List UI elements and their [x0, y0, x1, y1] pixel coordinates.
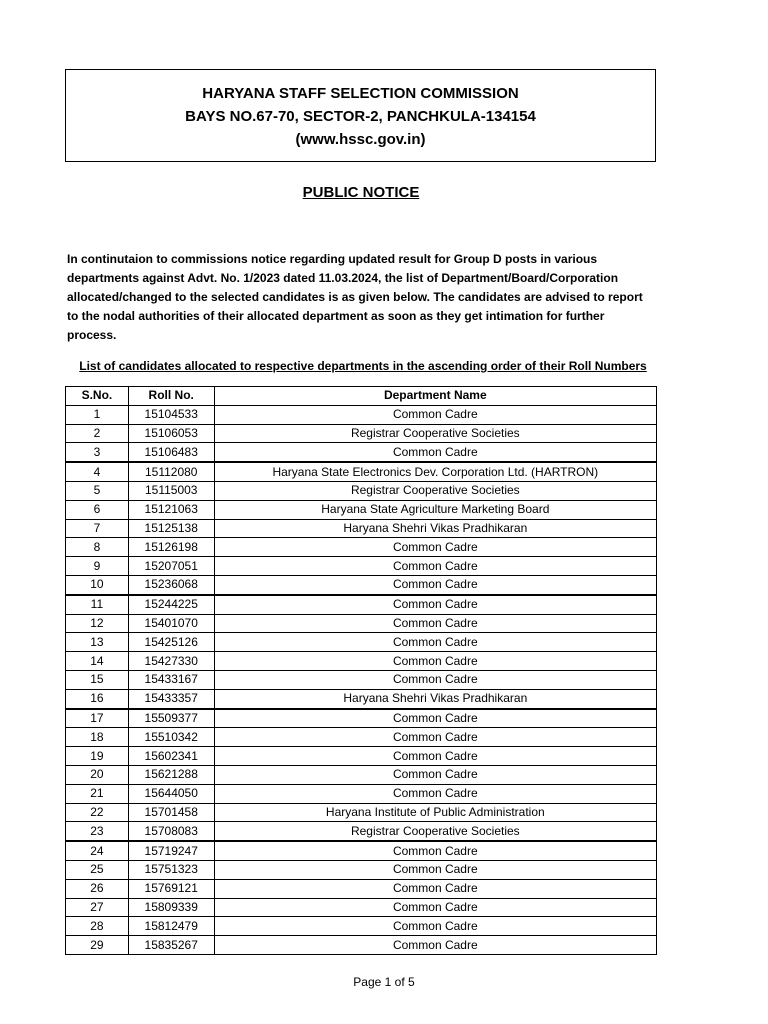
intro-line: allocated/changed to the selected candidates is as given below. The candidates are advised to report — [67, 290, 643, 304]
cell-department: Common Cadre — [214, 595, 656, 614]
cell-department: Registrar Cooperative Societies — [214, 822, 656, 841]
table-header-row — [66, 387, 657, 406]
cell-sno: 28 — [66, 917, 129, 936]
table-row — [66, 917, 657, 936]
cell-sno: 17 — [66, 709, 129, 728]
commission-address: BAYS NO.67-70, SECTOR-2, PANCHKULA-134154 — [185, 108, 536, 125]
cell-department: Common Cadre — [214, 879, 656, 898]
cell-department: Common Cadre — [214, 917, 656, 936]
table-row — [66, 405, 657, 424]
cell-sno: 18 — [66, 728, 129, 747]
cell-sno: 1 — [66, 405, 129, 424]
intro-line: process. — [67, 328, 117, 342]
allocation-table — [65, 386, 657, 955]
cell-roll-no: 15809339 — [128, 898, 214, 917]
cell-sno: 22 — [66, 803, 129, 822]
table-row — [66, 614, 657, 633]
cell-sno: 12 — [66, 614, 129, 633]
commission-name: HARYANA STAFF SELECTION COMMISSION — [202, 85, 519, 102]
cell-department: Common Cadre — [214, 614, 656, 633]
table-row — [66, 462, 657, 481]
cell-department: Haryana Shehri Vikas Pradhikaran — [214, 519, 656, 538]
table-row — [66, 500, 657, 519]
cell-roll-no: 15708083 — [128, 822, 214, 841]
cell-roll-no: 15244225 — [128, 595, 214, 614]
cell-roll-no: 15751323 — [128, 860, 214, 879]
cell-roll-no: 15701458 — [128, 803, 214, 822]
cell-department: Registrar Cooperative Societies — [214, 424, 656, 443]
cell-roll-no: 15106483 — [128, 443, 214, 462]
table-row — [66, 822, 657, 841]
table-row — [66, 557, 657, 576]
cell-department: Common Cadre — [214, 936, 656, 955]
cell-roll-no: 15125138 — [128, 519, 214, 538]
cell-roll-no: 15433167 — [128, 670, 214, 689]
table-row — [66, 633, 657, 652]
cell-department: Common Cadre — [214, 538, 656, 557]
intro-line: departments against Advt. No. 1/2023 dated 11.03.2024, the list of Department/Board/Corporation — [67, 271, 619, 285]
cell-roll-no: 15425126 — [128, 633, 214, 652]
cell-department: Common Cadre — [214, 898, 656, 917]
intro-line: to the nodal authorities of their allocated department as soon as they get intimation for further — [67, 309, 605, 323]
column-header-sno: S.No. — [66, 387, 129, 406]
table-row — [66, 670, 657, 689]
cell-roll-no: 15207051 — [128, 557, 214, 576]
cell-sno: 24 — [66, 841, 129, 860]
table-row — [66, 443, 657, 462]
notice-title: PUBLIC NOTICE — [302, 184, 420, 201]
table-row — [66, 595, 657, 614]
cell-sno: 15 — [66, 670, 129, 689]
table-row — [66, 747, 657, 766]
cell-department: Common Cadre — [214, 652, 656, 671]
cell-roll-no: 15427330 — [128, 652, 214, 671]
cell-sno: 29 — [66, 936, 129, 955]
cell-department: Common Cadre — [214, 443, 656, 462]
cell-sno: 10 — [66, 575, 129, 594]
table-row — [66, 765, 657, 784]
cell-roll-no: 15104533 — [128, 405, 214, 424]
table-row — [66, 803, 657, 822]
table-row — [66, 728, 657, 747]
cell-sno: 25 — [66, 860, 129, 879]
cell-roll-no: 15510342 — [128, 728, 214, 747]
cell-department: Common Cadre — [214, 784, 656, 803]
intro-paragraph — [67, 250, 657, 345]
cell-department: Haryana Institute of Public Administration — [214, 803, 656, 822]
cell-roll-no: 15106053 — [128, 424, 214, 443]
cell-department: Common Cadre — [214, 860, 656, 879]
cell-department: Haryana Shehri Vikas Pradhikaran — [214, 689, 656, 708]
table-row — [66, 689, 657, 708]
cell-department: Haryana State Agriculture Marketing Board — [214, 500, 656, 519]
cell-sno: 7 — [66, 519, 129, 538]
commission-website: (www.hssc.gov.in) — [295, 131, 426, 148]
cell-sno: 26 — [66, 879, 129, 898]
cell-roll-no: 15115003 — [128, 481, 214, 500]
table-row — [66, 784, 657, 803]
cell-department: Common Cadre — [214, 670, 656, 689]
cell-department: Registrar Cooperative Societies — [214, 481, 656, 500]
cell-department: Common Cadre — [214, 557, 656, 576]
cell-roll-no: 15121063 — [128, 500, 214, 519]
cell-roll-no: 15621288 — [128, 765, 214, 784]
cell-sno: 9 — [66, 557, 129, 576]
table-row — [66, 709, 657, 728]
cell-department: Common Cadre — [214, 633, 656, 652]
cell-roll-no: 15812479 — [128, 917, 214, 936]
cell-sno: 23 — [66, 822, 129, 841]
cell-sno: 8 — [66, 538, 129, 557]
cell-department: Common Cadre — [214, 709, 656, 728]
cell-sno: 3 — [66, 443, 129, 462]
cell-sno: 6 — [66, 500, 129, 519]
table-row — [66, 879, 657, 898]
cell-department: Common Cadre — [214, 575, 656, 594]
cell-department: Common Cadre — [214, 728, 656, 747]
cell-sno: 4 — [66, 462, 129, 481]
table-body — [66, 405, 657, 954]
cell-roll-no: 15509377 — [128, 709, 214, 728]
table-row — [66, 575, 657, 594]
cell-sno: 13 — [66, 633, 129, 652]
table-row — [66, 652, 657, 671]
cell-roll-no: 15401070 — [128, 614, 214, 633]
intro-line: In continutaion to commissions notice regarding updated result for Group D posts in various — [67, 252, 598, 266]
table-row — [66, 538, 657, 557]
cell-sno: 27 — [66, 898, 129, 917]
cell-roll-no: 15835267 — [128, 936, 214, 955]
cell-sno: 2 — [66, 424, 129, 443]
cell-roll-no: 15433357 — [128, 689, 214, 708]
cell-department: Common Cadre — [214, 765, 656, 784]
cell-department: Common Cadre — [214, 747, 656, 766]
cell-roll-no: 15644050 — [128, 784, 214, 803]
cell-sno: 5 — [66, 481, 129, 500]
cell-sno: 20 — [66, 765, 129, 784]
cell-department: Common Cadre — [214, 841, 656, 860]
table-row — [66, 898, 657, 917]
cell-roll-no: 15769121 — [128, 879, 214, 898]
table-row — [66, 424, 657, 443]
column-header-roll-no: Roll No. — [128, 387, 214, 406]
cell-department: Haryana State Electronics Dev. Corporation Ltd. (HARTRON) — [214, 462, 656, 481]
cell-roll-no: 15602341 — [128, 747, 214, 766]
cell-roll-no: 15112080 — [128, 462, 214, 481]
table-row — [66, 519, 657, 538]
cell-sno: 21 — [66, 784, 129, 803]
cell-sno: 11 — [66, 595, 129, 614]
cell-sno: 19 — [66, 747, 129, 766]
cell-sno: 16 — [66, 689, 129, 708]
table-row — [66, 860, 657, 879]
cell-sno: 14 — [66, 652, 129, 671]
list-caption: List of candidates allocated to respective departments in the ascending order of their Roll Numbers — [79, 359, 647, 373]
page-number: Page 1 of 5 — [353, 975, 415, 989]
commission-header-box — [65, 69, 656, 162]
column-header-department: Department Name — [214, 387, 656, 406]
cell-roll-no: 15236068 — [128, 575, 214, 594]
cell-roll-no: 15126198 — [128, 538, 214, 557]
table-row — [66, 841, 657, 860]
table-row — [66, 936, 657, 955]
cell-department: Common Cadre — [214, 405, 656, 424]
table-row — [66, 481, 657, 500]
cell-roll-no: 15719247 — [128, 841, 214, 860]
